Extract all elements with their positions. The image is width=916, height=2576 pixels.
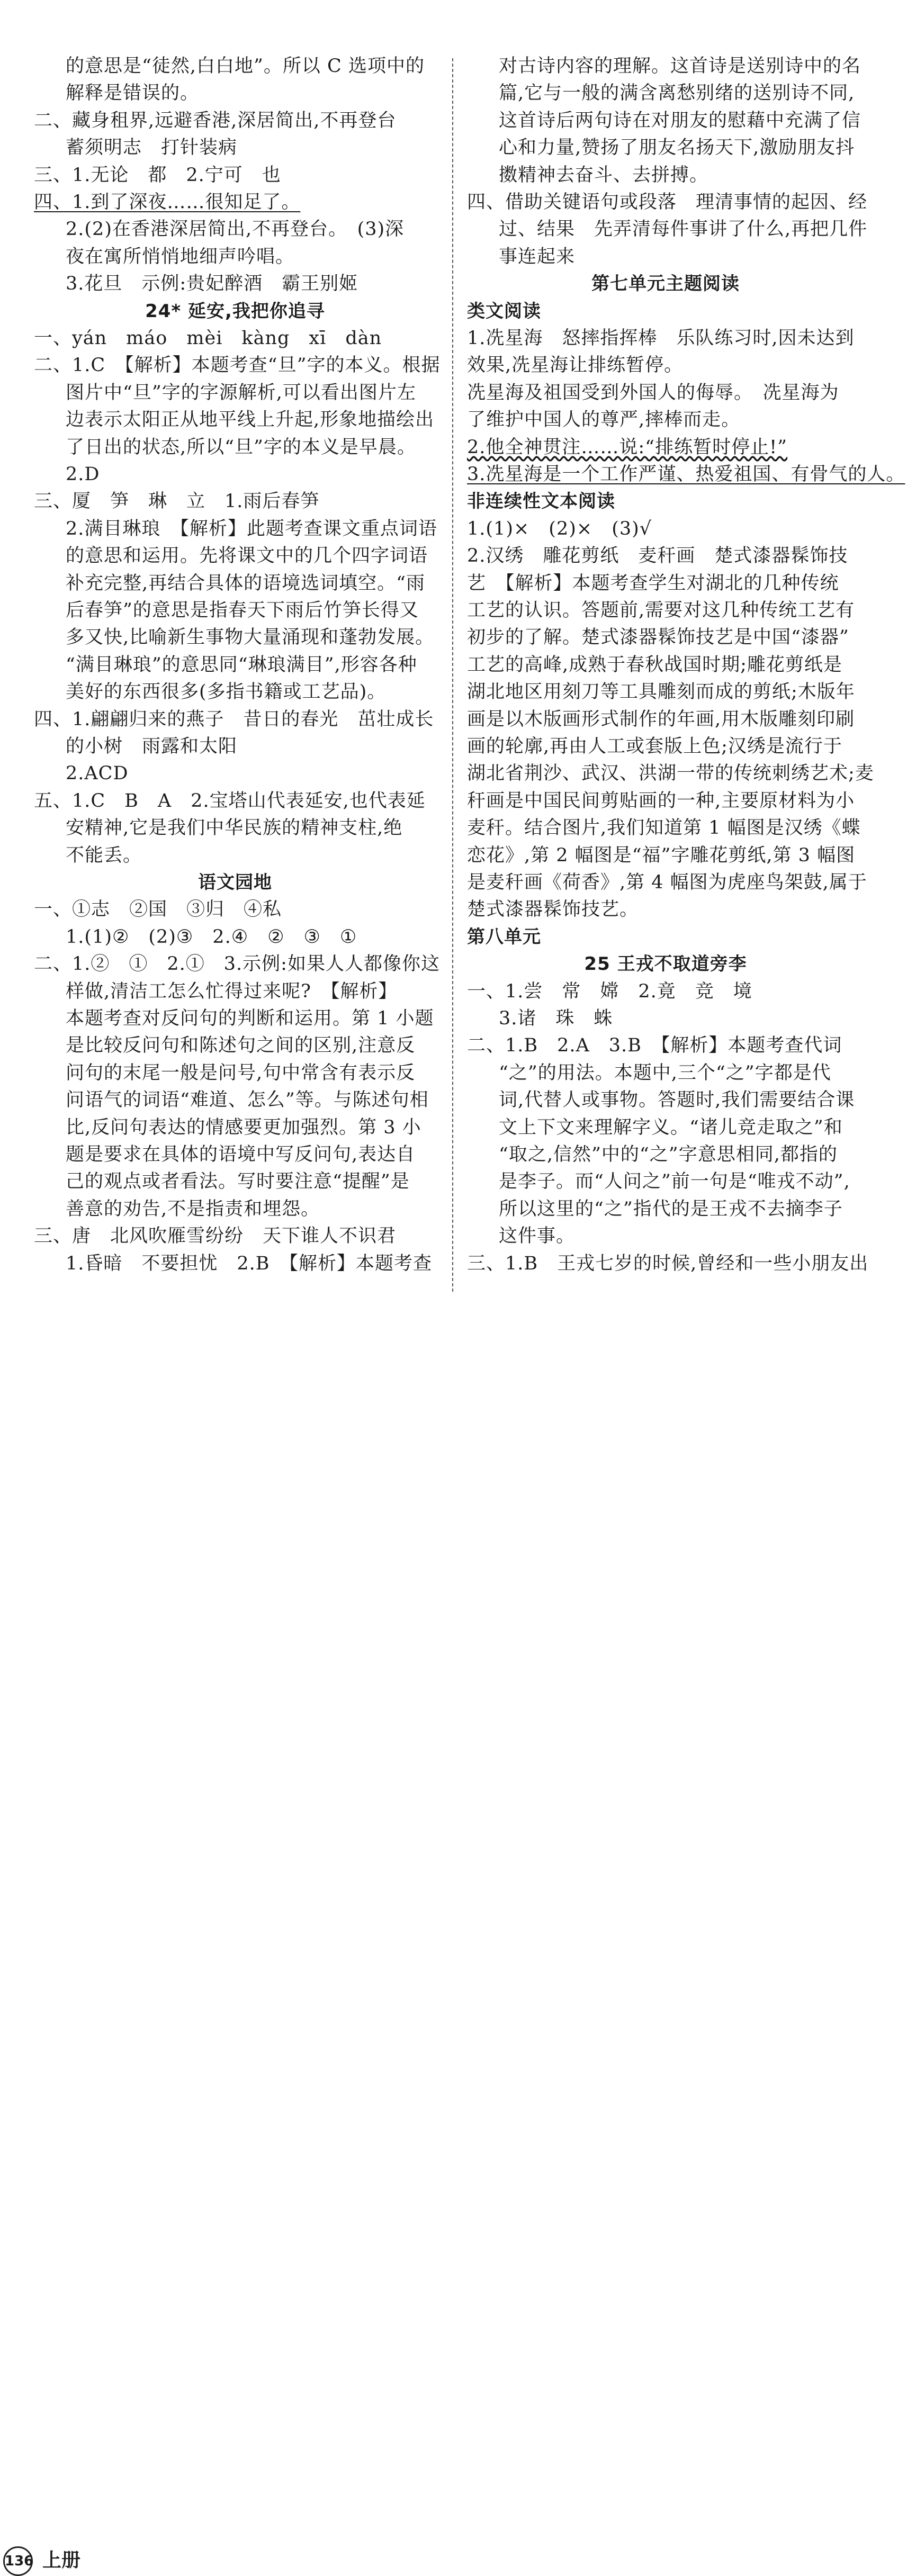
text-line: 心和力量,赞扬了朋友名扬天下,激励朋友抖: [499, 137, 855, 159]
text-line: “取之,信然”中的“之”字意思相同,都指的: [499, 1144, 838, 1165]
text-line: 所以这里的“之”指代的是王戎不去摘李子: [499, 1198, 843, 1220]
text-line: 文上下文来理解字义。“诸儿竞走取之”和: [499, 1116, 843, 1138]
text-line: 三、厦 笋 琳 立 1.雨后春笋: [34, 491, 320, 512]
section-heading: 类文阅读: [467, 300, 541, 322]
page-number-badge: 136: [3, 2546, 33, 2576]
text-line: 后春笋”的意思是指春天下雨后竹笋长得又: [66, 600, 419, 621]
text-line: 1.冼星海 怒摔指挥棒 乐队练习时,因未达到: [467, 328, 855, 349]
text-line: 问句的末尾一般是问号,句中常含有表示反: [66, 1062, 416, 1084]
text-line: 工艺的认识。答题前,需要对这几种传统工艺有: [467, 600, 855, 621]
text-line: 善意的劝告,不是指责和埋怨。: [66, 1198, 320, 1220]
text-line: 四、1.到了深夜……很知足了。: [34, 192, 301, 213]
text-line: 麦秆。结合图片,我们知道第 1 幅图是汉绣《蝶: [467, 817, 861, 839]
text-line: 楚式漆器髹饰技艺。: [467, 899, 639, 921]
section-heading: 第八单元: [467, 926, 541, 948]
text-line: 的意思是“徒然,白白地”。所以 C 选项中的: [66, 56, 425, 77]
text-line: 2.他全神贯注……说:“排练暂时停止!”: [467, 436, 788, 458]
text-line: 3.冼星海是一个工作严谨、热爱祖国、有骨气的人。: [467, 464, 905, 485]
text-line: 不能丢。: [66, 844, 142, 866]
text-line: 1.昏暗 不要担忧 2.B 【解析】本题考查: [66, 1253, 433, 1274]
text-line: 比,反问句表达的情感要更加强烈。第 3 小: [66, 1116, 421, 1138]
text-line: 样做,清洁工怎么忙得过来呢? 【解析】: [66, 980, 398, 1002]
text-line: 二、1.② ① 2.① 3.示例:如果人人都像你这: [34, 953, 440, 975]
text-line: 3.花旦 示例:贵妃醉酒 霸王别姬: [66, 273, 358, 295]
text-line: 三、唐 北风吹雁雪纷纷 天下谁人不识君: [34, 1226, 397, 1247]
text-line: 夜在寓所悄悄地细声吟唱。: [66, 246, 295, 267]
text-line: 事连起来: [499, 246, 576, 267]
text-line: 2.汉绣 雕花剪纸 麦秆画 楚式漆器髹饰技: [467, 545, 848, 567]
text-line: 1.(1)× (2)× (3)√: [467, 518, 652, 539]
text-line: 词,代替人或事物。答题时,我们需要结合课: [499, 1089, 855, 1111]
column-divider: [452, 58, 453, 1292]
section-heading: 语文园地: [198, 872, 272, 893]
text-line: 的意思和运用。先将课文中的几个四字词语: [66, 545, 428, 567]
text-line: 画的轮廓,再由人工或套版上色;汉绣是流行于: [467, 736, 842, 757]
text-line: 是麦秆画《荷香》,第 4 幅图为虎座鸟架鼓,属于: [467, 872, 867, 893]
text-line: 边表示太阳正从地平线上升起,形象地描绘出: [66, 409, 435, 431]
section-heading: 25 王戎不取道旁李: [584, 953, 747, 975]
text-line: 湖北省荆沙、武汉、洪湖一带的传统刺绣艺术;麦: [467, 763, 874, 785]
text-line: 一、①志 ②国 ③归 ④私: [34, 899, 282, 921]
text-line: 对古诗内容的理解。这首诗是送别诗中的名: [499, 56, 861, 77]
text-line: 一、yán máo mèi kàng xī dàn: [34, 328, 382, 349]
text-line: 湖北地区用刻刀等工具雕刻而成的剪纸;木版年: [467, 681, 855, 703]
text-line: 三、1.无论 都 2.宁可 也: [34, 164, 281, 186]
text-line: 冼星海及祖国受到外国人的侮辱。 冼星海为: [467, 382, 839, 403]
text-line: 过、结果 先弄清每件事讲了什么,再把几件: [499, 219, 868, 240]
text-line: 四、借助关键语句或段落 理清事情的起因、经: [467, 192, 868, 213]
text-line: 初步的了解。楚式漆器髹饰技艺是中国“漆器”: [467, 627, 849, 648]
text-line: 是李子。而“人问之”前一句是“唯戎不动”,: [499, 1171, 850, 1193]
text-line: 恋花》,第 2 幅图是“福”字雕花剪纸,第 3 幅图: [467, 844, 856, 866]
text-line: 了维护中国人的尊严,摔棒而走。: [467, 409, 741, 431]
text-line: 三、1.B 王戎七岁的时候,曾经和一些小朋友出: [467, 1253, 869, 1274]
text-line: 补充完整,再结合具体的语境选词填空。“雨: [66, 572, 426, 594]
text-line: 2.ACD: [66, 763, 129, 785]
text-line: 艺 【解析】本题考查学生对湖北的几种传统: [467, 572, 839, 594]
text-line: 五、1.C B A 2.宝塔山代表延安,也代表延: [34, 790, 426, 812]
text-line: 画是以木版画形式制作的年画,用木版雕刻印刷: [467, 708, 855, 730]
text-line: 篇,它与一般的满含离愁别绪的送别诗不同,: [499, 83, 855, 104]
text-line: 一、1.尝 常 嫦 2.竟 竞 境: [467, 980, 752, 1002]
section-heading: 非连续性文本阅读: [467, 491, 615, 512]
text-line: 图片中“旦”字的字源解析,可以看出图片左: [66, 382, 416, 403]
text-line: 多又快,比喻新生事物大量涌现和蓬勃发展。: [66, 627, 435, 648]
text-line: 安精神,它是我们中华民族的精神支柱,绝: [66, 817, 403, 839]
text-line: 秆画是中国民间剪贴画的一种,主要原材料为小: [467, 790, 855, 812]
text-line: 3.诸 珠 蛛: [499, 1008, 613, 1029]
text-line: 二、藏身租界,远避香港,深居简出,不再登台: [34, 110, 397, 131]
text-line: 是比较反问句和陈述句之间的区别,注意反: [66, 1035, 416, 1057]
text-line: 美好的东西很多(多指书籍或工艺品)。: [66, 681, 387, 703]
text-line: 2.满目琳琅 【解析】此题考查课文重点词语: [66, 518, 437, 539]
text-line: “之”的用法。本题中,三个“之”字都是代: [499, 1062, 831, 1084]
text-line: 蓄须明志 打针装病: [66, 137, 238, 159]
text-line: 四、1.翩翩归来的燕子 昔日的春光 茁壮成长: [34, 708, 434, 730]
text-line: 2.(2)在香港深居简出,不再登台。 (3)深: [66, 219, 405, 240]
text-line: 了日出的状态,所以“旦”字的本义是早晨。: [66, 436, 416, 458]
text-line: 工艺的高峰,成熟于春秋战国时期;雕花剪纸是: [467, 654, 842, 675]
section-heading: 第七单元主题阅读: [591, 273, 740, 295]
page-footer: [0, 1298, 916, 2571]
text-line: 这件事。: [499, 1226, 576, 1247]
text-line: 这首诗后两句诗在对朋友的慰藉中充满了信: [499, 110, 861, 131]
text-line: “满目琳琅”的意思同“琳琅满目”,形容各种: [66, 654, 417, 675]
text-line: 二、1.B 2.A 3.B 【解析】本题考查代词: [467, 1035, 842, 1057]
text-line: 本题考查对反问句的判断和运用。第 1 小题: [66, 1008, 434, 1029]
text-line: 效果,冼星海让排练暂停。: [467, 355, 684, 376]
text-line: 2.D: [66, 464, 100, 485]
text-line: 问语气的词语“难道、怎么”等。与陈述句相: [66, 1089, 429, 1111]
text-line: 1.(1)② (2)③ 2.④ ② ③ ①: [66, 926, 357, 948]
text-line: 题是要求在具体的语境中写反问句,表达自: [66, 1144, 416, 1165]
text-line: 的小树 雨露和太阳: [66, 736, 238, 757]
section-heading: 24* 延安,我把你追寻: [145, 300, 325, 322]
text-line: 解释是错误的。: [66, 83, 200, 104]
text-line: 擞精神去奋斗、去拼搏。: [499, 164, 709, 186]
text-line: 己的观点或者看法。写时要注意“提醒”是: [66, 1171, 410, 1193]
text-line: 二、1.C 【解析】本题考查“旦”字的本义。根据: [34, 355, 441, 376]
volume-label: 上册: [42, 2550, 81, 2571]
